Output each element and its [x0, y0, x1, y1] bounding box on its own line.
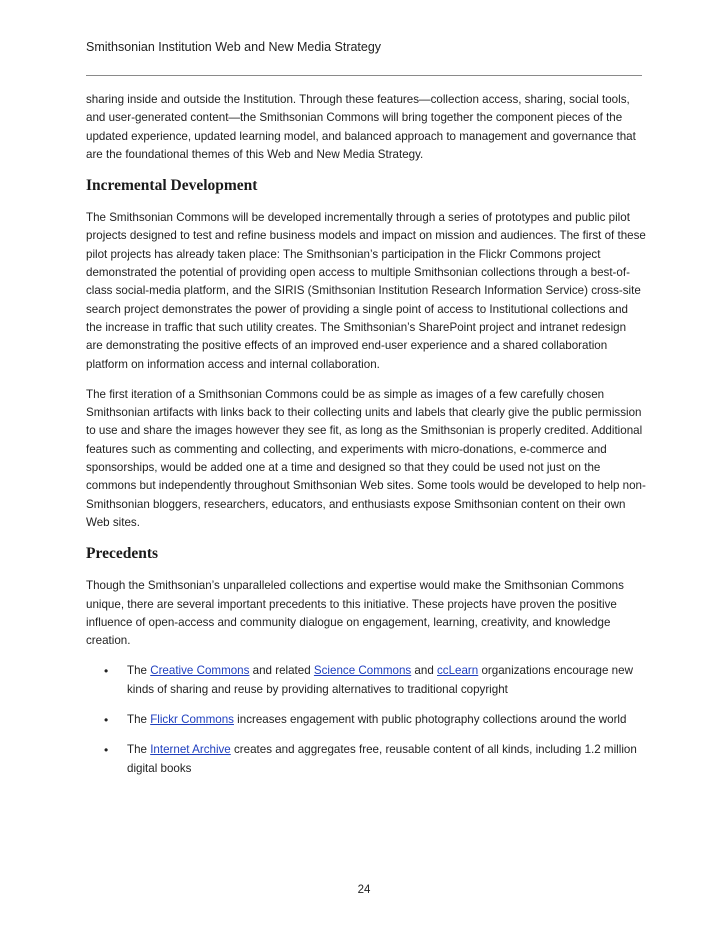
- precedents-paragraph: Though the Smithsonian’s unparalleled collections and expertise would make the Smithsonian Commons unique, there are several important precedents to this initiative. These projects have proven the positive influence of open-access and community dialogue on engagement, learning, creativity, and knowledge creation.: [86, 579, 624, 648]
- cclearn-link[interactable]: ccLearn: [437, 664, 479, 678]
- intro-paragraph: sharing inside and outside the Institution. Through these features—collection access, sharing, social tools, and user-generated content—the Smithsonian Commons will bring together the component pieces of the updated experience, updated learning model, and balanced approach to management and governance that are the foundational themes of this Web and New Media Strategy.: [86, 93, 636, 161]
- list-item: [86, 662, 646, 699]
- list-item: [86, 741, 646, 778]
- heading-incremental-development: Incremental Development: [86, 177, 258, 195]
- running-header: Smithsonian Institution Web and New Media Strategy: [86, 40, 382, 54]
- bullet-text: and: [411, 664, 437, 678]
- list-item: [86, 711, 646, 729]
- precedents-list: [86, 662, 646, 777]
- bullet-text: organizations encourage new kinds of sharing and reuse by providing alternatives to traditional copyright: [127, 664, 633, 696]
- bullet-text: The: [127, 713, 151, 727]
- bullet-icon: •: [104, 713, 109, 728]
- bullet-text: creates and aggregates free, reusable content of all kinds, including 1.2 million digital books: [127, 743, 637, 775]
- bullet-icon: •: [104, 743, 109, 758]
- bullet-icon: •: [104, 664, 109, 679]
- incremental-paragraph-2: The first iteration of a Smithsonian Commons could be as simple as images of a few carefully chosen Smithsonian artifacts with links back to their collecting units and labels that clearly give the public permission to use and share the images however they see fit, as long as the Smithsonian is properly credited. Additional features such as commenting and collecting, and experiments with micro-donations, e-commerce and sponsorships, would be added one at a time and designed so that they could be used not just on the commons but independently throughout Smithsonian Web sites. Some tools would be developed to help non-Smithsonian bloggers, researchers, educators, and enthusiasts expose Smithsonian content on their own Web sites.: [86, 387, 646, 529]
- incremental-paragraph-1: The Smithsonian Commons will be developed incrementally through a series of prototypes and public pilot projects designed to test and refine business models and impact on mission and audiences. The first of these pilot projects has already taken place: The Smithsonian’s participation in the Flickr Commons project demonstrated the potential of providing open access to multiple Smithsonian collections through a best-of-class social-media platform, and the SIRIS (Smithsonian Institution Research Information Service) cross-site search project demonstrates the power of providing a single point of access to Institutional collections and the increase in traffic that such utility creates. The Smithsonian’s SharePoint project and intranet redesign are demonstrating the positive effects of an improved end-user experience and a shared collaboration platform on information access and internal collaboration.: [86, 211, 646, 371]
- bullet-text: increases engagement with public photography collections around the world: [233, 713, 627, 727]
- heading-precedents: Precedents: [86, 545, 159, 563]
- page-number: 24: [357, 884, 371, 896]
- creative-commons-link[interactable]: Creative Commons: [150, 664, 250, 678]
- science-commons-link[interactable]: Science Commons: [313, 664, 412, 678]
- header-rule: [86, 75, 642, 76]
- flickr-commons-link[interactable]: Flickr Commons: [150, 713, 234, 727]
- bullet-text: The: [127, 743, 151, 757]
- page-content: [86, 91, 646, 790]
- bullet-text: The: [127, 664, 151, 678]
- internet-archive-link[interactable]: Internet Archive: [150, 743, 231, 757]
- bullet-text: and related: [249, 664, 314, 678]
